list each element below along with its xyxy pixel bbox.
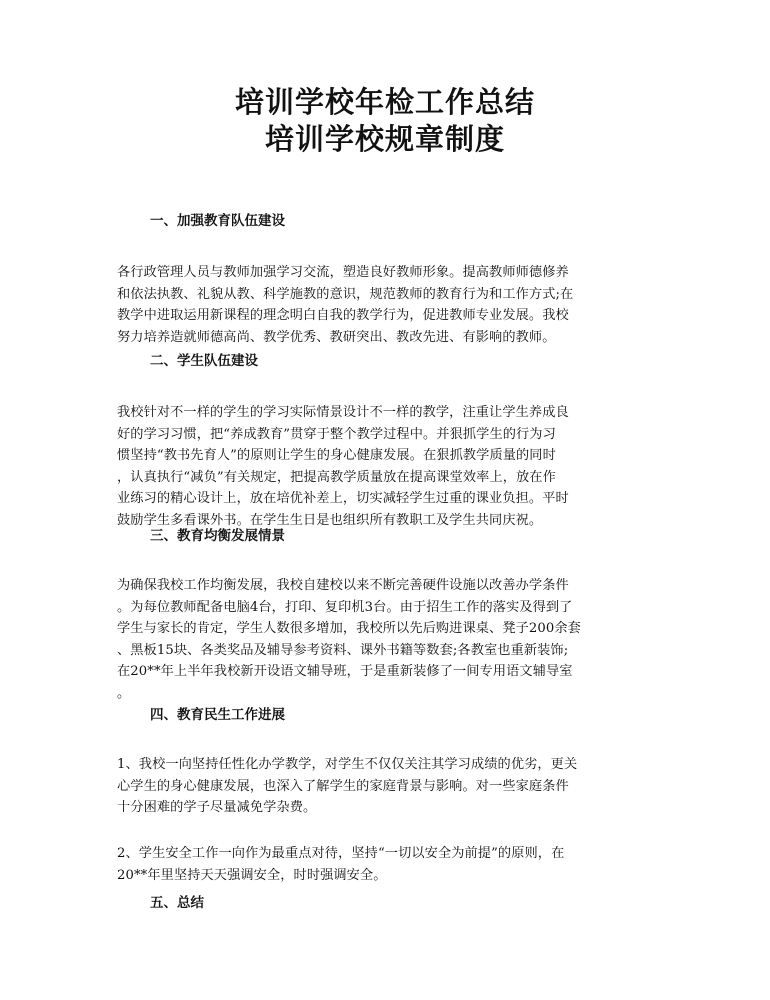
- section-heading-1: 一、加强教育队伍建设: [150, 213, 285, 229]
- paragraph-line: 业练习的精心设计上，放在培优补差上，切实减轻学生过重的课业负担。平时: [117, 491, 569, 506]
- paragraph-line: 1、我校一向坚持任性化办学教学，对学生不仅仅关注其学习成绩的优劣，更关: [117, 757, 578, 772]
- paragraph-line: 学生与家长的肯定，学生人数很多增加，我校所以先后购进课桌、凳子200余套: [117, 621, 581, 636]
- paragraph-line: 十分困难的学子尽量减免学杂费。: [117, 800, 317, 815]
- paragraph-line: 惯坚持“教书先育人”的原则让学生的身心健康发展。在狠抓教学质量的同时: [117, 448, 556, 463]
- paragraph-line: 我校针对不一样的学生的学习实际情景设计不一样的教学，注重让学生养成良: [117, 405, 569, 420]
- section-heading-5: 五、总结: [150, 895, 204, 911]
- section-2-paragraph: [117, 402, 662, 531]
- paragraph-line: 各行政管理人员与教师加强学习交流，塑造良好教师形象。提高教师师德修养: [117, 265, 569, 280]
- paragraph-line: 好的学习习惯，把“养成教育”贯穿于整个教学过程中。并狠抓学生的行为习: [117, 426, 556, 442]
- paragraph-line: 。: [117, 685, 131, 701]
- section-1-paragraph: [117, 262, 662, 348]
- section-heading-4: 四、教育民生工作进展: [150, 707, 285, 723]
- section-4-paragraph-1: [117, 754, 662, 819]
- paragraph-line: ，认真执行“减负”有关规定，把提高教学质量放在提高课堂效率上，放在作: [117, 469, 556, 485]
- paragraph-line: 心学生的身心健康发展，也深入了解学生的家庭背景与影响。对一些家庭条件: [117, 778, 569, 794]
- paragraph-line: 、黑板15块、各类奖品及辅导参考资料、课外书籍等数套;各教室也重新装饰;: [117, 642, 569, 658]
- section-3-paragraph: [117, 575, 662, 704]
- section-4-paragraph-2: [117, 843, 662, 886]
- paragraph-line: 和依法执教、礼貌从教、科学施教的意识，规范教师的教育行为和工作方式;在: [117, 286, 574, 302]
- section-heading-2: 二、学生队伍建设: [150, 353, 258, 369]
- paragraph-line: 鼓励学生多看课外书。在学生生日是也组织所有教职工及学生共同庆祝。: [117, 512, 543, 528]
- document-title: [0, 84, 770, 158]
- paragraph-line: 2、学生安全工作一向作为最重点对待，坚持“一切以安全为前提”的原则，在: [117, 846, 565, 861]
- paragraph-line: 努力培养造就师德高尚、教学优秀、教研突出、教改先进、有影响的教师。: [117, 329, 556, 345]
- paragraph-line: 为确保我校工作均衡发展，我校自建校以来不断完善硬件设施以改善办学条件: [117, 578, 569, 593]
- paragraph-line: 教学中进取运用新课程的理念明白自我的教学行为，促进教师专业发展。我校: [117, 308, 569, 323]
- title-line-1: 培训学校年检工作总结: [234, 85, 535, 119]
- section-heading-3: 三、教育均衡发展情景: [150, 528, 285, 544]
- title-line-2: 培训学校规章制度: [264, 122, 505, 156]
- paragraph-line: 20**年里坚持天天强调安全，时时强调安全。: [117, 867, 387, 883]
- paragraph-line: 。为每位教师配备电脑4台，打印、复印机3台。由于招生工作的落实及得到了: [117, 599, 573, 615]
- paragraph-line: 在20**年上半年我校新开设语文辅导班，于是重新装修了一间专用语文辅导室: [117, 664, 573, 679]
